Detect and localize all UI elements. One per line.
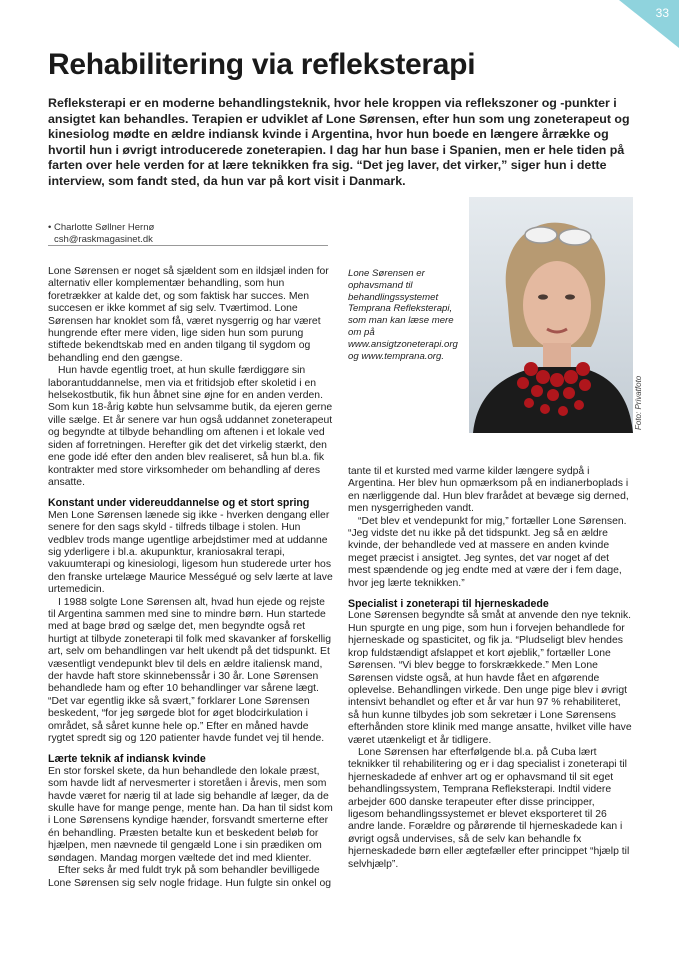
section-heading: Specialist i zoneterapi til hjerneskadede bbox=[348, 598, 549, 611]
section-heading: Lærte teknik af indiansk kvinde bbox=[48, 753, 206, 766]
article-column-2 bbox=[348, 466, 633, 871]
author-block bbox=[48, 222, 154, 246]
page-corner-tab bbox=[619, 0, 679, 48]
page-number: 33 bbox=[655, 6, 669, 20]
article-title: Rehabilitering via refleksterapi bbox=[48, 48, 476, 81]
author-name: • Charlotte Søllner Hernø bbox=[48, 222, 155, 233]
paragraph: tante til et kursted med varme kilder længere sydpå i Argentina. Her blev hun opmærksom på en indianerboplads i en nærliggende dal. Hun blev frarådet at bevæge sig derned, men nysgerrigheden vandt. bbox=[348, 466, 629, 515]
portrait-photo bbox=[469, 197, 633, 433]
paragraph: Hun havde egentlig troet, at hun skulle færdiggøre sin laborantuddannelse, men via et fritidsjob efter skoletid i en helsekostbutik, fik hun åbnet sine øjne for en anden verden. Som kun 18-årig købte hun selvsamme butik, da ejeren gerne ville sælge. Et år senere var hun også uddannet zoneterapeut og begyndte at tilbyde behandling om aftenen i et lokale ved siden af forretningen. Herefter gik det det virkelig stærkt, den ene gode idé efter den anden blev realiseret, så hun bl.a. fik kontrakter med store virksomheder om behandling af deres ansatte. bbox=[48, 365, 333, 488]
paragraph: En stor forskel skete, da hun behandlede den lokale præst, som havde lidt af nervesmerter i storetåen i årevis, men som havde været for nærig til at lade sig behandle af læger, da de skulle have for mange penge, mente han. Da han til sidst kom i Lone Sørensens kyndige hænder, forsvandt smerterne efter én behandling. Præsten betalte kun et beskedent beløb for hjælpen, men nævnede til gengæld Lone i sin prædiken om søndagen. Mandag morgen væltede det ind med klienter. bbox=[48, 765, 333, 864]
paragraph: Lone Sørensen er noget så sjældent som en ildsjæl inden for alternativ eller komplementær behandling, som hun foretrækker at kalde det, og som faktisk har succes. Men succesen er ikke kommet af sig selv. Tværtimod. Lone Sørensen har knoklet som få, været nysgerrig og har været hungrende efter mere viden, lige siden hun som purung stiftede bekendtskab med en anden tilgang til sygdom og behandling end den gængse. bbox=[48, 266, 329, 364]
author-divider bbox=[48, 245, 328, 246]
portrait-illustration-icon bbox=[469, 197, 633, 433]
article-lead: Refleksterapi er en moderne behandlingsteknik, hvor hele kroppen via reflekszoner og -punkter i ansigtet kan behandles. Terapien er udviklet af Lone Sørensen, efter hun som ung zoneterapeut og kinesiolog mødte en ældre indiansk kvinde i Argentina, hvor hun boede en længere årrække og hvortil hun i øvrigt introducerede zoneterapien. I dag har hun base i Spanien, men er hele tiden på farten over hele verden for at lære teknikken fra sig. “Det jeg laver, det virker,” siger hun i dette interview, som fandt sted, da hun var på kort visit i Danmark. bbox=[48, 96, 630, 188]
photo-caption: Lone Sørensen er ophavsmand til behandlingssystemet Temprana Refleksterapi, som man kan læse mere om på www.ansigtzoneterapi.org og www.temprana.org. bbox=[348, 268, 458, 362]
paragraph: Lone Sørensen begyndte så småt at anvende den nye teknik. Hun spurgte en ung pige, som hun i forvejen behandlede for hjerneskade og spasticitet, og fik ja. “Pludseligt blev hendes krop fuldstændigt afslappet et kort øjeblik,” fortæller Lone Sørensen. “Vi blev begge to forskrækkede.” Men Lone Sørensen vidste også, at hun havde fået en afgørende oplevelse. Behandlingen virkede. Den unge pige blev i øvrigt intensivt behandlet og efter et år var hun 97 % rehabiliteret, så hun kunne tilbydes job som sekretær i Lone Sørensens efterhånden store klinik med mange ansatte, hvilket ville have været utænkeligt et år tidligere. bbox=[348, 610, 632, 746]
author-email: csh@raskmagasinet.dk bbox=[54, 234, 153, 245]
photo-credit: Foto: Privatfoto bbox=[634, 375, 643, 430]
article-column-1 bbox=[48, 266, 333, 890]
paragraph: I 1988 solgte Lone Sørensen alt, hvad hun ejede og rejste til Argentina sammen med sine to mindre børn. Hun startede med at bage brød og sælge det, men begyndte også ret hurtigt at tilbyde zoneterapi til folk med skavanker af forskellig art, selv om behandlingen var helt ukendt på det tidspunkt. Et væsentligt vendepunkt blev til dels en ældre italiensk mand, der havde haft store skinnebenssår i 30 år. Lone Sørensen behandlede ham og efter 10 behandlinger var sårene lægt. “Det var egentlig ikke så svært,” forklarer Lone Sørensen beskedent, “for jeg sørgede blot for øget blodcirkulation i området, så såret kunne hele op.” Efter en måned havde rygtet spredt sig og 120 patienter havde fundet vej til hende. bbox=[48, 596, 331, 745]
paragraph: Efter seks år med fuldt tryk på som behandler bevilligede Lone Sørensen sig selv nogle fridage. Hun fulgte sin onkel og bbox=[48, 865, 332, 889]
section-heading: Konstant under videreuddannelse og et stort spring bbox=[48, 497, 310, 510]
paragraph: “Det blev et vendepunkt for mig,” fortæller Lone Sørensen. “Jeg vidste det nu ikke på det tidspunkt. Jeg så en ældre kvinde, der behandlede ved at massere en anden kvinde meget præcist i ansigtet. Jeg syntes, det var noget af det mest spændende og jeg endte med at være der i fem dage, hvor jeg lærte teknikken.” bbox=[348, 515, 627, 589]
paragraph: Men Lone Sørensen lænede sig ikke - hverken dengang eller senere for den sags skyld - tilfreds tilbage i stolen. Hun vedblev trods mange ugentlige arbejdstimer med at uddanne sig yderligere i bl.a. akupunktur, kraniosakral terapi, vakuumterapi og kinesiologi, ligesom hun studerede urter hos den franske urtelæge Maurice Mességué og selv lærte at lave urtemedicin. bbox=[48, 509, 333, 596]
paragraph: Lone Sørensen har efterfølgende bl.a. på Cuba lært teknikker til rehabilitering og er i dag specialist i zoneterapi til hjerneskadede af enhver art og er ophavsmand til sit eget behandlingssystem, Temprana Refleksterapi. Indtil videre arbejder 600 danske terapeuter efter disse principper, ligesom behandlingssystemet er blevet eksporteret til 26 andre lande. Forældre og pårørende til hjerneskadede kan i øvrigt også undervises, så de selv kan behandle fx hjerneskadede børn eller ægtefæller efter princippet “hjælp til selvhjælp”. bbox=[348, 746, 630, 870]
